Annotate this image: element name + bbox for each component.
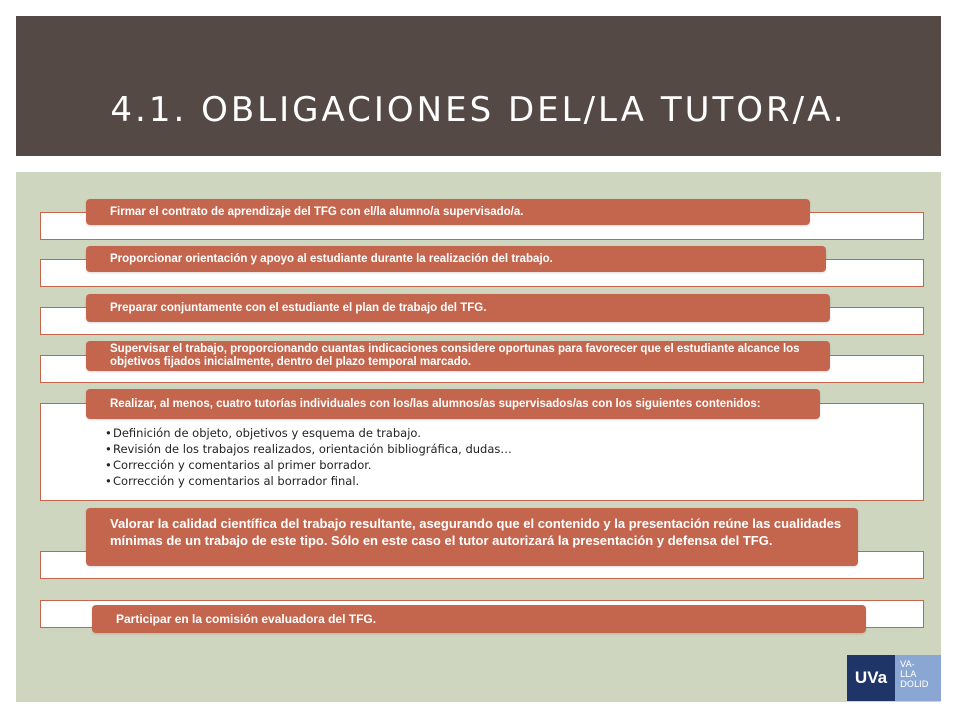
title-bar xyxy=(16,16,941,156)
logo-right-text xyxy=(895,655,941,701)
logo-line: VA- xyxy=(900,660,915,670)
list-item-label: Firmar el contrato de aprendizaje del TFG con el/la alumno/a supervisado/a. xyxy=(86,199,810,225)
bullet-item: • Revisión de los trabajos realizados, orientación bibliográfica, dudas… xyxy=(105,441,512,457)
list-item-label: Supervisar el trabajo, proporcionando cuantas indicaciones considere oportunas para favorecer que el estudiante alcance los objetivos fijados inicialmente, dentro del plazo temporal marcado. xyxy=(86,341,830,371)
bullet-item: • Definición de objeto, objetivos y esquema de trabajo. xyxy=(105,425,512,441)
uva-logo xyxy=(847,655,941,701)
list-item-label: Realizar, al menos, cuatro tutorías individuales con los/las alumnos/as supervisados/as con los siguientes contenidos: xyxy=(86,389,820,419)
logo-line: DOLID xyxy=(900,680,929,690)
bullet-item: • Corrección y comentarios al primer borrador. xyxy=(105,457,512,473)
logo-left-text: UVa xyxy=(847,655,895,701)
list-item-label: Preparar conjuntamente con el estudiante el plan de trabajo del TFG. xyxy=(86,294,830,322)
list-item-label: Participar en la comisión evaluadora del TFG. xyxy=(92,605,866,633)
bullet-list xyxy=(105,425,512,489)
slide-title: 4.1. OBLIGACIONES DEL/LA TUTOR/A. xyxy=(110,90,847,130)
bullet-item: • Corrección y comentarios al borrador final. xyxy=(105,473,512,489)
list-item-label: Valorar la calidad científica del trabajo resultante, asegurando que el contenido y la presentación reúne las cualidades mínimas de un trabajo de este tipo. Sólo en este caso el tutor autorizará la presentación y defensa del TFG. xyxy=(86,508,858,566)
list-item-label: Proporcionar orientación y apoyo al estudiante durante la realización del trabajo. xyxy=(86,246,826,272)
logo-line: LLA xyxy=(900,670,917,680)
